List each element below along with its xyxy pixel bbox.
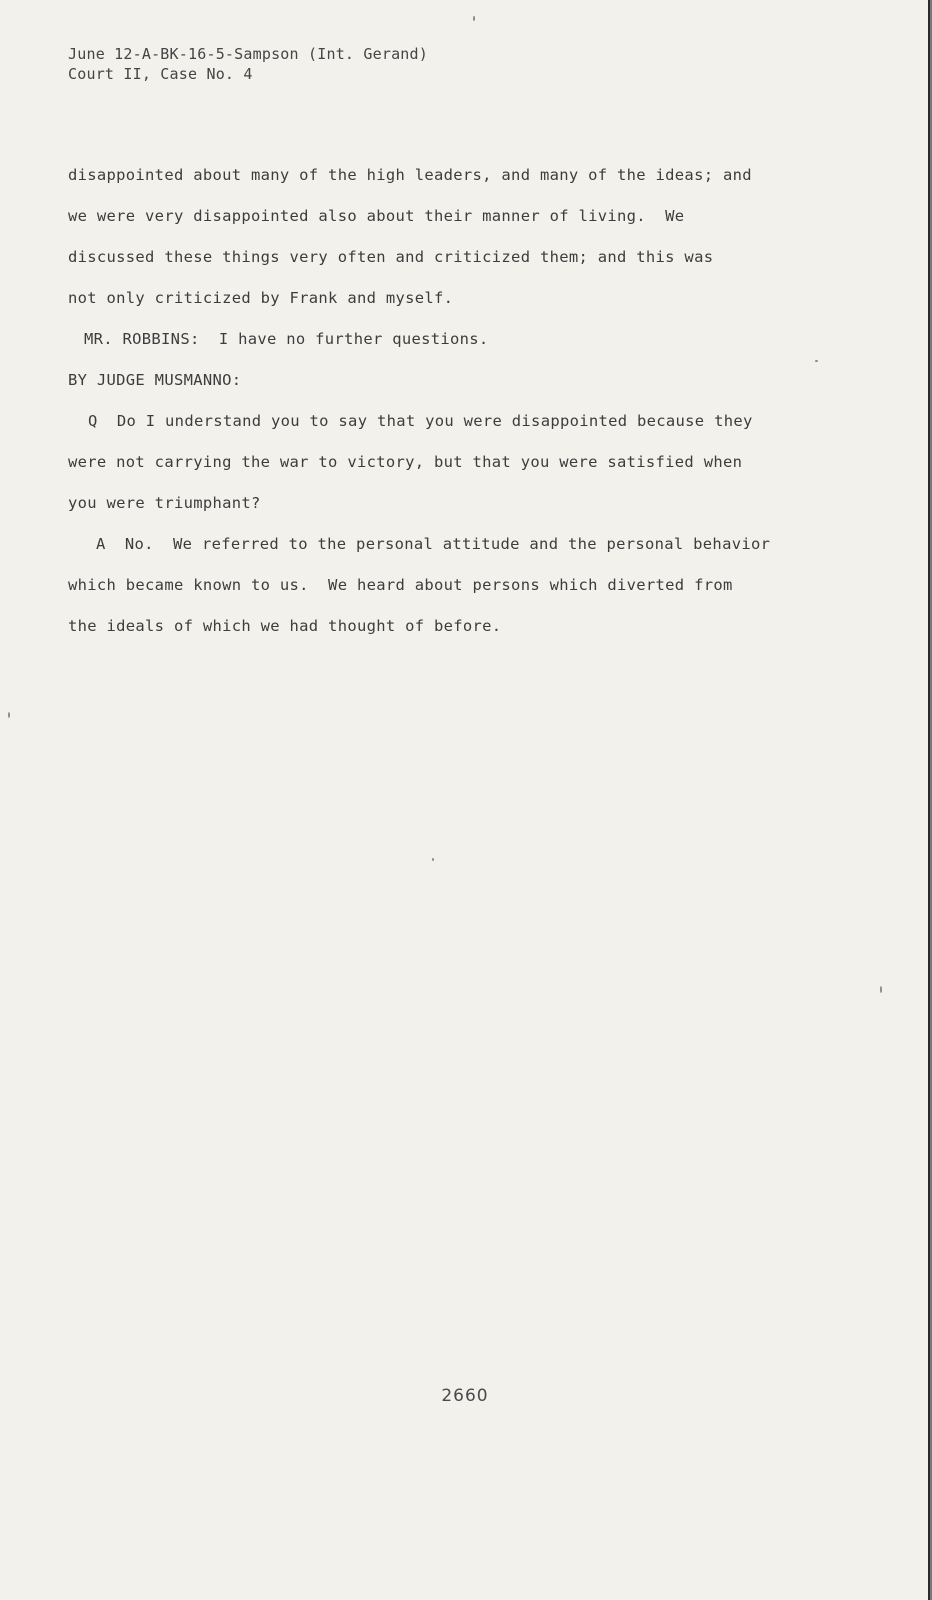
text-line: you were triumphant? — [68, 494, 261, 512]
paper-speck — [8, 712, 10, 718]
answer-line: A No. We referred to the personal attitude and the personal behavior — [96, 535, 771, 553]
document-header — [68, 44, 428, 84]
header-line-2: Court II, Case No. 4 — [68, 65, 253, 83]
text-line: the ideals of which we had thought of before. — [68, 617, 502, 635]
speaker-line: MR. ROBBINS: I have no further questions. — [84, 330, 489, 348]
transcript-body — [68, 164, 908, 656]
examiner-heading: BY JUDGE MUSMANNO: — [68, 371, 242, 389]
question-line: Q Do I understand you to say that you were disappointed because they — [88, 412, 753, 430]
header-line-1: June 12-A-BK-16-5-Sampson (Int. Gerand) — [68, 45, 428, 63]
paper-speck — [880, 986, 882, 993]
paper-speck — [432, 858, 434, 861]
text-line: were not carrying the war to victory, but that you were satisfied when — [68, 453, 743, 471]
text-line: disappointed about many of the high leaders, and many of the ideas; and — [68, 166, 752, 184]
text-line: we were very disappointed also about their manner of living. We — [68, 207, 685, 225]
text-line: not only criticized by Frank and myself. — [68, 289, 454, 307]
text-line: which became known to us. We heard about persons which diverted from — [68, 576, 733, 594]
text-line: discussed these things very often and criticized them; and this was — [68, 248, 714, 266]
page-number: 2660 — [441, 1386, 489, 1406]
paper-speck — [473, 16, 475, 21]
paper-speck — [815, 360, 818, 362]
